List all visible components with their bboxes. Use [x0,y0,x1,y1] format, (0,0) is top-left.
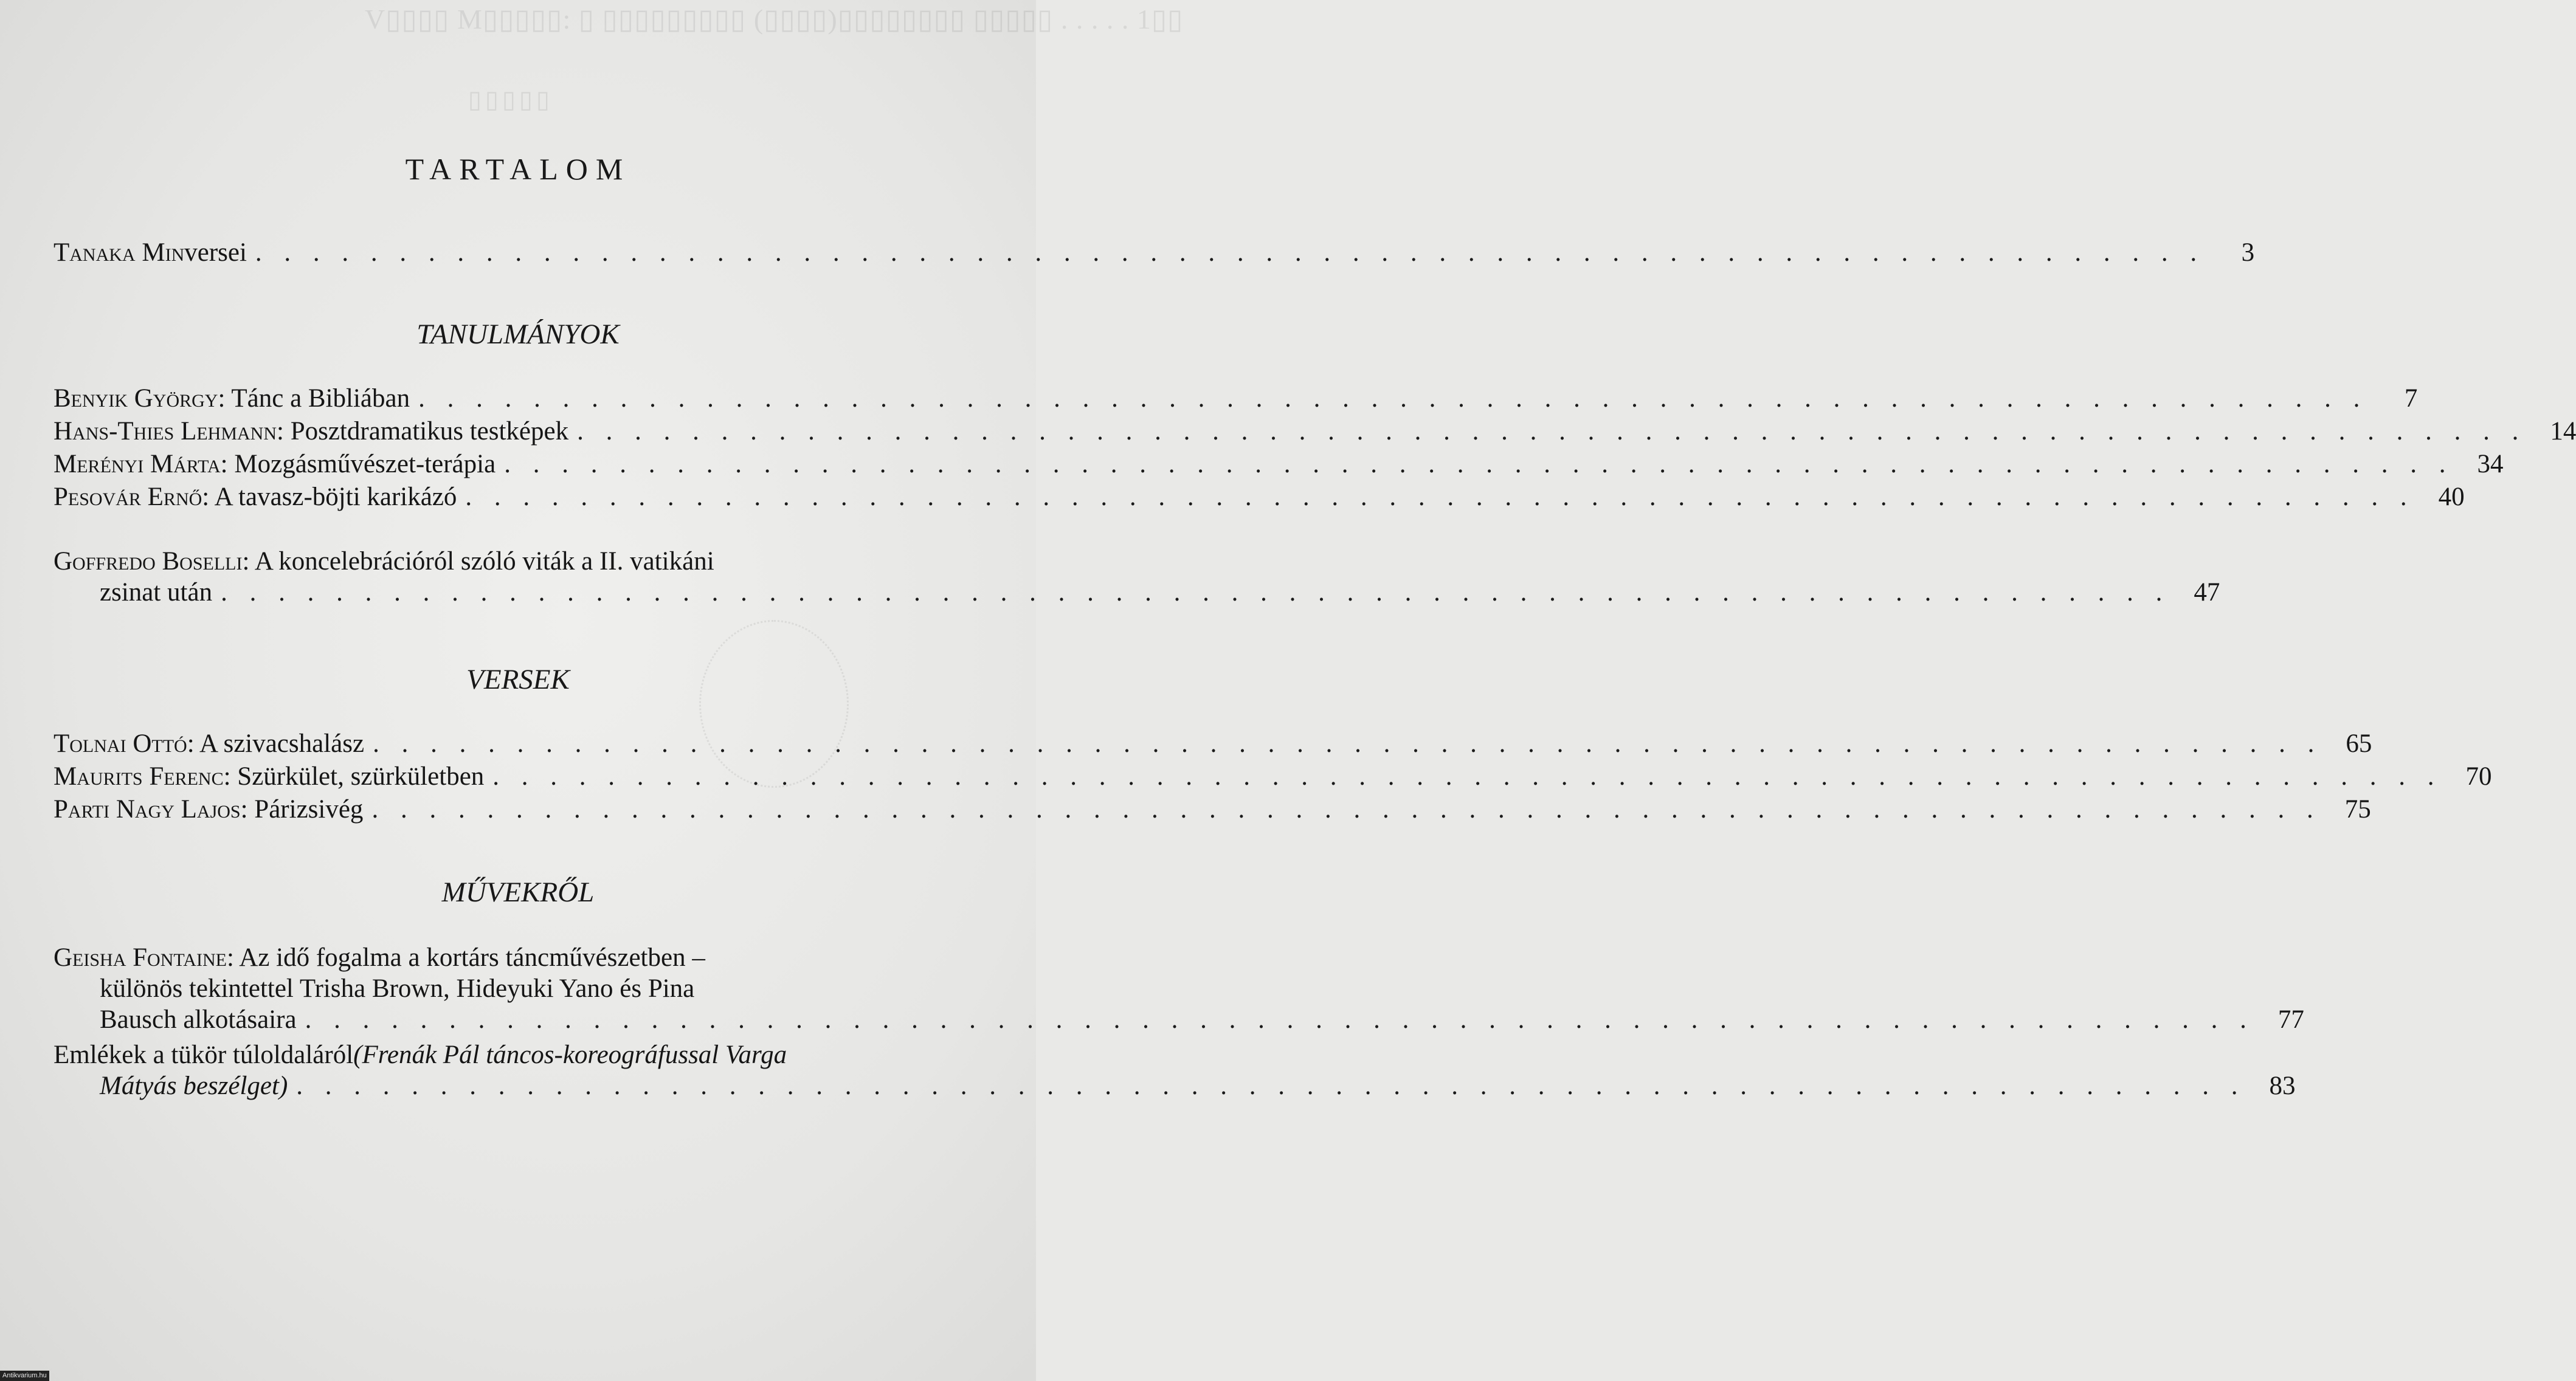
toc-entry-emlekek[interactable] [54,1039,2296,1101]
bleed-through-text: V▯▯▯▯ M▯▯▯▯▯: ▯ ▯▯▯▯▯▯▯▯▯ (▯▯▯▯)▯▯▯▯▯▯▯▯ ▯▯▯▯▯ . . . . . 1▯▯ [365,4,1184,35]
bleed-through-heading: ▯▯▯▯▯ [468,86,554,113]
dot-leader: . . . . . . . . . . . . . . . . . . . . . . . . . . . . . . . . . . . . . . . . . . . . . . . . . . . . . . . . . . . . . . . . . . . . [255,238,2205,267]
entry-page-number: 14 [2550,417,2576,446]
dot-leader: . . . . . . . . . . . . . . . . . . . . . . . . . . . . . . . . . . . . . . . . . . . . . . . . . . . . . . . . . . . . . . . . . . . . [305,1005,2254,1034]
page-title: TARTALOM [405,152,631,186]
section-heading-tanulmanyok: TANULMÁNYOK [416,319,620,350]
entry-title: : Párizsivég [240,795,364,824]
entry-author: Parti Nagy Lajos [54,795,241,824]
entry-author: Hans-Thies Lehmann [54,417,277,446]
entry-title: : Az idő fogalma a kortárs táncművészetben – [226,943,705,972]
entry-author: Maurits Ferenc [54,762,224,791]
entry-title-continuation: különös tekintettel Trisha Brown, Hideyuki Yano és Pina [100,974,695,1003]
entry-title: : Tánc a Bibliában [218,384,410,413]
entry-page-number: 3 [2241,238,2255,267]
dot-leader: . . . . . . . . . . . . . . . . . . . . . . . . . . . . . . . . . . . . . . . . . . . . . . . . . . . . . . . . . . . . . . . . . . . . [577,417,2527,446]
entry-author: Pesovár Ernő [54,483,202,511]
toc-entry-boselli[interactable] [54,546,2220,608]
entry-page-number: 70 [2465,762,2492,791]
entry-page-number: 47 [2194,578,2220,607]
watermark-label: Antikvarium.hu [0,1371,49,1381]
entry-page-number: 40 [2438,483,2465,511]
entry-title: : Mozgásművészet-terápia [220,450,496,478]
entry-page-number: 7 [2404,384,2418,413]
entry-title-continuation: zsinat után [100,578,213,607]
entry-author: Tanaka Min [54,238,185,267]
entry-title: : Szürkület, szürkületben [223,762,485,791]
entry-subtitle: (Frenák Pál táncos-koreográfussal Varga [353,1041,787,1069]
toc-entry-maurits[interactable] [54,761,2492,792]
entry-author: Benyik György [54,384,218,413]
toc-entry-merenyi[interactable] [54,449,2504,480]
entry-page-number: 75 [2344,795,2371,824]
toc-entry-tolnai[interactable] [54,728,2372,759]
dot-leader: . . . . . . . . . . . . . . . . . . . . . . . . . . . . . . . . . . . . . . . . . . . . . . . . . . . . . . . . . . . . . . . . . . . . [296,1072,2246,1100]
toc-entry-lehmann[interactable] [54,416,2576,447]
toc-entry-fontaine[interactable] [54,942,2304,1035]
section-heading-muvekrol: MŰVEKRŐL [441,876,595,908]
dot-leader: . . . . . . . . . . . . . . . . . . . . . . . . . . . . . . . . . . . . . . . . . . . . . . . . . . . . . . . . . . . . . . . . . . . . [373,729,2322,758]
toc-entry-tanaka[interactable] [54,237,2255,268]
entry-title: : A szivacshalász [187,729,365,758]
dot-leader: . . . . . . . . . . . . . . . . . . . . . . . . . . . . . . . . . . . . . . . . . . . . . . . . . . . . . . . . . . . . . . . . . . . . [465,483,2415,511]
entry-title: : A tavasz-böjti karikázó [202,483,457,511]
entry-title: versei [184,238,247,267]
toc-entry-pesovar[interactable] [54,481,2465,512]
entry-title: Emlékek a tükör túloldaláról [54,1041,354,1069]
entry-author: Geisha Fontaine [54,943,227,972]
dot-leader: . . . . . . . . . . . . . . . . . . . . . . . . . . . . . . . . . . . . . . . . . . . . . . . . . . . . . . . . . . . . . . . . . . . . [221,578,2170,607]
toc-entry-benyik[interactable] [54,383,2418,414]
section-heading-versek: VERSEK [466,664,570,695]
entry-subtitle-continuation: Mátyás beszélget) [100,1072,288,1100]
entry-page-number: 83 [2269,1072,2296,1100]
entry-author: Goffredo Boselli [54,547,243,576]
entry-page-number: 34 [2477,450,2504,478]
entry-author: Tolnai Ottó [54,729,187,758]
entry-page-number: 65 [2346,729,2372,758]
entry-title: : Posztdramatikus testképek [277,417,569,446]
entry-author: Merényi Márta [54,450,221,478]
entry-title: : A koncelebrációról szóló viták a II. vatikáni [242,547,714,576]
toc-entry-parti-nagy[interactable] [54,794,2371,825]
entry-page-number: 77 [2277,1005,2304,1034]
entry-title-continuation: Bausch alkotásaira [100,1005,297,1034]
dot-leader: . . . . . . . . . . . . . . . . . . . . . . . . . . . . . . . . . . . . . . . . . . . . . . . . . . . . . . . . . . . . . . . . . . . . [504,450,2454,478]
dot-leader: . . . . . . . . . . . . . . . . . . . . . . . . . . . . . . . . . . . . . . . . . . . . . . . . . . . . . . . . . . . . . . . . . . . . [492,762,2442,791]
dot-leader: . . . . . . . . . . . . . . . . . . . . . . . . . . . . . . . . . . . . . . . . . . . . . . . . . . . . . . . . . . . . . . . . . . . . [418,384,2368,413]
dot-leader: . . . . . . . . . . . . . . . . . . . . . . . . . . . . . . . . . . . . . . . . . . . . . . . . . . . . . . . . . . . . . . . . . . . . [371,795,2321,824]
